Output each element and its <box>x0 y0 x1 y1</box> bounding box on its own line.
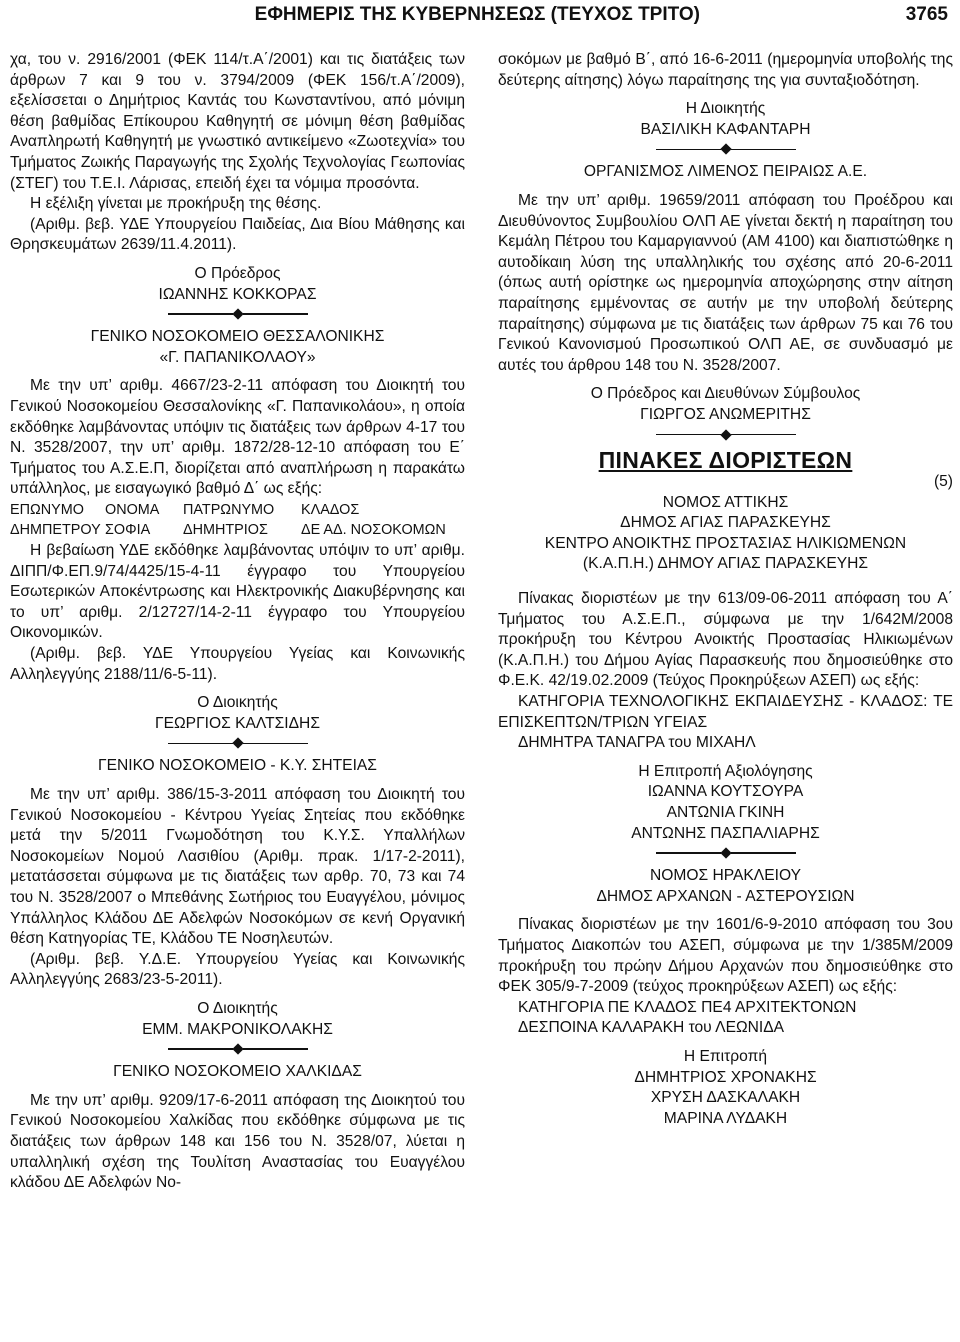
diamond-icon <box>232 308 243 319</box>
category-line: ΚΑΤΗΓΟΡΙΑ ΤΕΧΝΟΛΟΓΙΚΗΣ ΕΚΠΑΙΔΕΥΣΗΣ - ΚΛΑΔΟΣ: ΤΕ ΕΠΙΣΚΕΠΤΩΝ/ΤΡΙΩΝ ΥΓΕΙΑΣ <box>498 693 953 731</box>
paragraph: σοκόμων με βαθμό Β΄, από 16-6-2011 (ημερομηνία υποβολής της δεύτερης αίτησης) λόγω παραίτησης της για συνταξιοδότηση. <box>498 51 953 89</box>
paragraph: Πίνακας διοριστέων με την 613/09-06-2011 απόφαση του Α΄ Τμήματος του Α.Σ.Ε.Π., σύμφωνα με την 1/642Μ/2008 προκήρυξη του Κέντρου Ανοικτής Προστασίας Ηλικιωμένων (Κ.Α.Π.Η.) του Δήμου Αγίας Παρασκευής που δημοσιεύθηκε στο Φ.Ε.Κ. 42/19.02.2009 (Τεύχος Προκηρύξεων ΑΣΕΠ) ως εξής: <box>498 590 953 690</box>
authority-line: ΔΗΜΟΣ ΑΡΧΑΝΩΝ - ΑΣΤΕΡΟΥΣΙΩΝ <box>596 887 855 905</box>
paragraph: Πίνακας διοριστέων με την 1601/6-9-2010 απόφαση του 3ου Τμήματος Διακοπών του ΑΣΕΠ, σύμφωνα με την 1/385Μ/2009 προκήρυξη του πρώην Δήμου Αρχανών που δημοσιεύθηκε στο ΦΕΚ 305/9-7-2009 (τεύχος προκηρύξεων ΑΣΕΠ) ως εξής: <box>498 916 953 996</box>
authority-line: ΚΕΝΤΡΟ ΑΝΟΙΚΤΗΣ ΠΡΟΣΤΑΣΙΑΣ ΗΛΙΚΙΩΜΕΝΩΝ <box>544 534 907 552</box>
page-header <box>0 0 960 34</box>
table-cell: ΚΛΑΔΟΣ <box>301 501 360 518</box>
committee-member: ΑΝΤΩΝΙΑ ΓΚΙΝΗ <box>666 804 785 821</box>
section-heading: ΓΕΝΙΚΟ ΝΟΣΟΚΟΜΕΙΟ ΧΑΛΚΙΔΑΣ <box>113 1063 362 1081</box>
committee-role: Η Επιτροπή Αξιολόγησης <box>638 762 813 780</box>
table-cell: ΕΠΩΝΥΜΟ <box>10 501 84 518</box>
page-number: 3765 <box>905 4 948 25</box>
paragraph: (Αριθμ. βεβ. ΥΔΕ Υπουργείου Υγείας και Κοινωνικής Αλληλεγγύης 2188/11/6-5-11). <box>10 645 465 683</box>
section-separator <box>498 428 953 442</box>
signature-role: Ο Διοικητής <box>197 694 278 712</box>
paragraph: Με την υπ’ αριθμ. 386/15-3-2011 απόφαση του Διοικητή του Γενικού Νοσοκομείου - Κέντρου Υγείας Σητείας που εκδόθηκε μετά την 5/2011 Γνωμοδότηση του Κ.Υ.Σ. Υπαλλήλων Νοσοκομείων Νομού Λασιθίου (Αριθμ. πρακ. 1/17-2-2011), μετατάσσεται σύμφωνα με τις διατάξεις των αρθρ. 70, 73 και 74 του Ν. 3528/2007 ο Μπεθάνης Σωτήριος του Ευαγγέλου, μόνιμος Υπάλληλος Κλάδου ΔΕ Αδελφών Νοσοκόμων σε κενή Οργανική θέση Κατηγορίας ΤΕ, Κλάδου ΤΕ Νοσηλευτών. <box>10 786 465 948</box>
table-row <box>10 520 465 541</box>
paragraph: (Αριθμ. βεβ. ΥΔΕ Υπουργείου Παιδείας, Δια Βίου Μάθησης και Θρησκευμάτων 2639/11.4.2011). <box>10 215 465 254</box>
table-cell: ΔΕ ΑΔ. ΝΟΣΟΚΟΜΩΝ <box>301 522 446 539</box>
signature-name: ΕΜΜ. ΜΑΚΡΟΝΙΚΟΛΑΚΗΣ <box>142 1020 333 1038</box>
signature-name: ΓΙΩΡΓΟΣ ΑΝΩΜΕΡΙΤΗΣ <box>640 405 811 423</box>
appointee-name: ΔΗΜΗΤΡΑ ΤΑΝΑΓΡΑ του ΜΙΧΑΗΛ <box>518 734 756 752</box>
category-line: ΚΑΤΗΓΟΡΙΑ ΠΕ ΚΛΑΔΟΣ ΠΕ4 ΑΡΧΙΤΕΚΤΟΝΩΝ <box>518 998 857 1016</box>
diamond-icon <box>720 848 731 859</box>
table-cell: ΔΗΜΠΕΤΡΟΥ <box>10 522 101 539</box>
section-heading: «Γ. ΠΑΠΑΝΙΚΟΛΑΟΥ» <box>159 348 316 366</box>
diamond-icon <box>720 429 731 440</box>
authority-line: ΝΟΜΟΣ ΗΡΑΚΛΕΙΟΥ <box>650 867 801 885</box>
authority-line: ΝΟΜΟΣ ΑΤΤΙΚΗΣ <box>662 493 789 511</box>
paragraph: Με την υπ’ αριθμ. 19659/2011 απόφαση του Προέδρου και Διευθύνοντος Συμβουλίου ΟΛΠ ΑΕ γίνεται δεκτή η παραίτηση του Κεμάλη Πέτρου του Καμαργιαννού (ΑΜ 4100) και διαπιστώθηκε η αυτοδίκαιη λύση της υπαλληλικής του σχέσης από 20-6-2011 (όπως αυτή ορίστηκε ως ημερομηνία αποχώρησης στην αίτηση παραίτησης εμμένοντας σε αυτήν με την υποβολή δεύτερης παραίτησης) σύμφωνα με τις διατάξεις των άρθρων 75 και 76 του Γενικού Κανονισμού Προσωπικού ΟΛΠ ΑΕ, σε συνδυασμό με αυτές του άρθρου 148 του Ν. 3528/2007. <box>498 191 953 374</box>
table-cell: ΟΝΟΜΑ <box>105 501 160 518</box>
tables-title: ΠΙΝΑΚΕΣ ΔΙΟΡΙΣΤΕΩΝ <box>598 446 853 473</box>
authority-line: ΔΗΜΟΣ ΑΓΙΑΣ ΠΑΡΑΣΚΕΥΗΣ <box>620 514 831 532</box>
authority-line: (Κ.Α.Π.Η.) ΔΗΜΟΥ ΑΓΙΑΣ ΠΑΡΑΣΚΕΥΗΣ <box>582 555 869 573</box>
signature-name: ΒΑΣΙΛΙΚΗ ΚΑΦΑΝΤΑΡΗ <box>640 120 811 138</box>
diamond-icon <box>720 144 731 155</box>
paragraph: χα, του ν. 2916/2001 (ΦΕΚ 114/τ.Α΄/2001) και τις διατάξεις των άρθρων 7 και 9 του ν. 3794/2009 (ΦΕΚ 156/τ.Α΄/2009), εξελίσσεται ο Δημήτριος Καντάς του Κωνσταντίνου, από μόνιμη θέση βαθμίδας Επίκουρου Καθηγητή σε μόνιμη θέση βαθμίδας Αναπληρωτή Καθηγητή με γνωστικό αντικείμενο «Ζωοτεχνία» του Τμήματος Ζωικής Παραγωγής της Σχολής Τεχνολογίας Γεωπονίας (ΣΤΕΓ) του Τ.Ε.Ι. Λάρισας, επειδή έχει τα νόμιμα προσόντα. <box>10 51 465 192</box>
signature-name: ΙΩΑΝΝΗΣ ΚΟΚΚΟΡΑΣ <box>158 285 317 303</box>
paragraph: Με την υπ’ αριθμ. 4667/23-2-11 απόφαση του Διοικητή του Γενικού Νοσοκομείου Θεσσαλονίκης «Γ. Παπανικολάου», η οποία εκδόθηκε λαμβάνοντας υπόψιν τις διατάξεις των άρθρων 4-17 του Ν. 3528/2007, την υπ’ αριθμ. 1872/28-12-10 απόφαση του Ε΄ Τμήματος του Α.Σ.Ε.Π, διορίζεται από αναπλήρωση η παρακάτω υπάλληλος, με εισαγωγικό βαθμό Δ΄ ως εξής: <box>10 377 465 498</box>
committee-member: ΜΑΡΙΝΑ ΛΥΔΑΚΗ <box>663 1109 788 1127</box>
table-number: (5) <box>933 473 953 491</box>
section-separator <box>498 142 953 156</box>
right-column <box>498 50 953 1129</box>
committee-member: ΔΗΜΗΤΡΙΟΣ ΧΡΟΝΑΚΗΣ <box>634 1068 817 1086</box>
paragraph: Η βεβαίωση ΥΔΕ εκδόθηκε λαμβάνοντας υπόψιν το υπ’ αριθμ. ΔΙΠΠ/Φ.ΕΠ.9/74/4425/15-4-11 έγγραφο του Υπουργείου Εσωτερικών Αποκέντρωσης και Ηλεκτρονικής Διακυβέρνησης και το υπ’ αριθμ. 2/12727/14-2-11 έγγραφο του Υπουργείου Οικονομικών. <box>10 542 465 642</box>
signature-name: ΓΕΩΡΓΙΟΣ ΚΑΛΤΣΙΔΗΣ <box>155 714 320 732</box>
signature-role: Ο Διοικητής <box>197 999 278 1017</box>
paragraph: Η εξέλιξη γίνεται με προκήρυξη της θέσης. <box>30 195 322 213</box>
committee-member: ΙΩΑΝΝΑ ΚΟΥΤΣΟΥΡΑ <box>647 783 804 801</box>
diamond-icon <box>232 1043 243 1054</box>
table-cell: ΣΟΦΙΑ <box>105 522 151 539</box>
table-header-row <box>10 500 465 521</box>
section-separator <box>10 736 465 750</box>
committee-member: ΧΡΥΣΗ ΔΑΣΚΑΛΑΚΗ <box>650 1089 801 1107</box>
committee-member: ΑΝΤΩΝΗΣ ΠΑΣΠΑΛΙΑΡΗΣ <box>631 824 820 842</box>
paragraph: (Αριθμ. βεβ. Υ.Δ.Ε. Υπουργείου Υγείας και Κοινωνικής Αλληλεγγύης 2683/23-5-2011). <box>10 950 465 989</box>
section-separator <box>10 1042 465 1056</box>
section-separator <box>10 307 465 321</box>
table-cell: ΠΑΤΡΩΝΥΜΟ <box>183 501 275 518</box>
signature-role: Ο Πρόεδρος <box>194 264 281 282</box>
committee-role: Η Επιτροπή <box>683 1047 768 1065</box>
paragraph: Με την υπ’ αριθμ. 9209/17-6-2011 απόφαση της Διοικητού του Γενικού Νοσοκομείου Χαλκίδας που εκδόθηκε σύμφωνα με τις διατάξεις των άρθρων 148 και 156 του Ν. 3528/07, λύεται η υπαλληλική σχέση της Τουλίτση Αναστασίας του Ευαγγέλου κλάδου ΔΕ Αδελφών Νο- <box>10 1091 465 1192</box>
gazette-title: ΕΦΗΜΕΡΙΣ ΤΗΣ ΚΥΒΕΡΝΗΣΕΩΣ (ΤΕΥΧΟΣ ΤΡΙΤΟ) <box>254 4 700 25</box>
table-cell: ΔΗΜΗΤΡΙΟΣ <box>183 522 268 539</box>
signature-role: Η Διοικητής <box>685 100 766 118</box>
appointee-name: ΔΕΣΠΟΙΝΑ ΚΑΛΑΡΑΚΗ του ΛΕΩΝΙΔΑ <box>518 1019 785 1037</box>
left-column <box>10 50 465 1194</box>
signature-role: Ο Πρόεδρος και Διευθύνων Σύμβουλος <box>590 385 861 403</box>
section-heading: ΟΡΓΑΝΙΣΜΟΣ ΛΙΜΕΝΟΣ ΠΕΙΡΑΙΩΣ Α.Ε. <box>583 163 868 181</box>
section-heading: ΓΕΝΙΚΟ ΝΟΣΟΚΟΜΕΙΟ - Κ.Υ. ΣΗΤΕΙΑΣ <box>98 757 377 775</box>
section-separator <box>498 846 953 860</box>
section-heading: ΓΕΝΙΚΟ ΝΟΣΟΚΟΜΕΙΟ ΘΕΣΣΑΛΟΝΙΚΗΣ <box>90 328 385 346</box>
diamond-icon <box>232 738 243 749</box>
